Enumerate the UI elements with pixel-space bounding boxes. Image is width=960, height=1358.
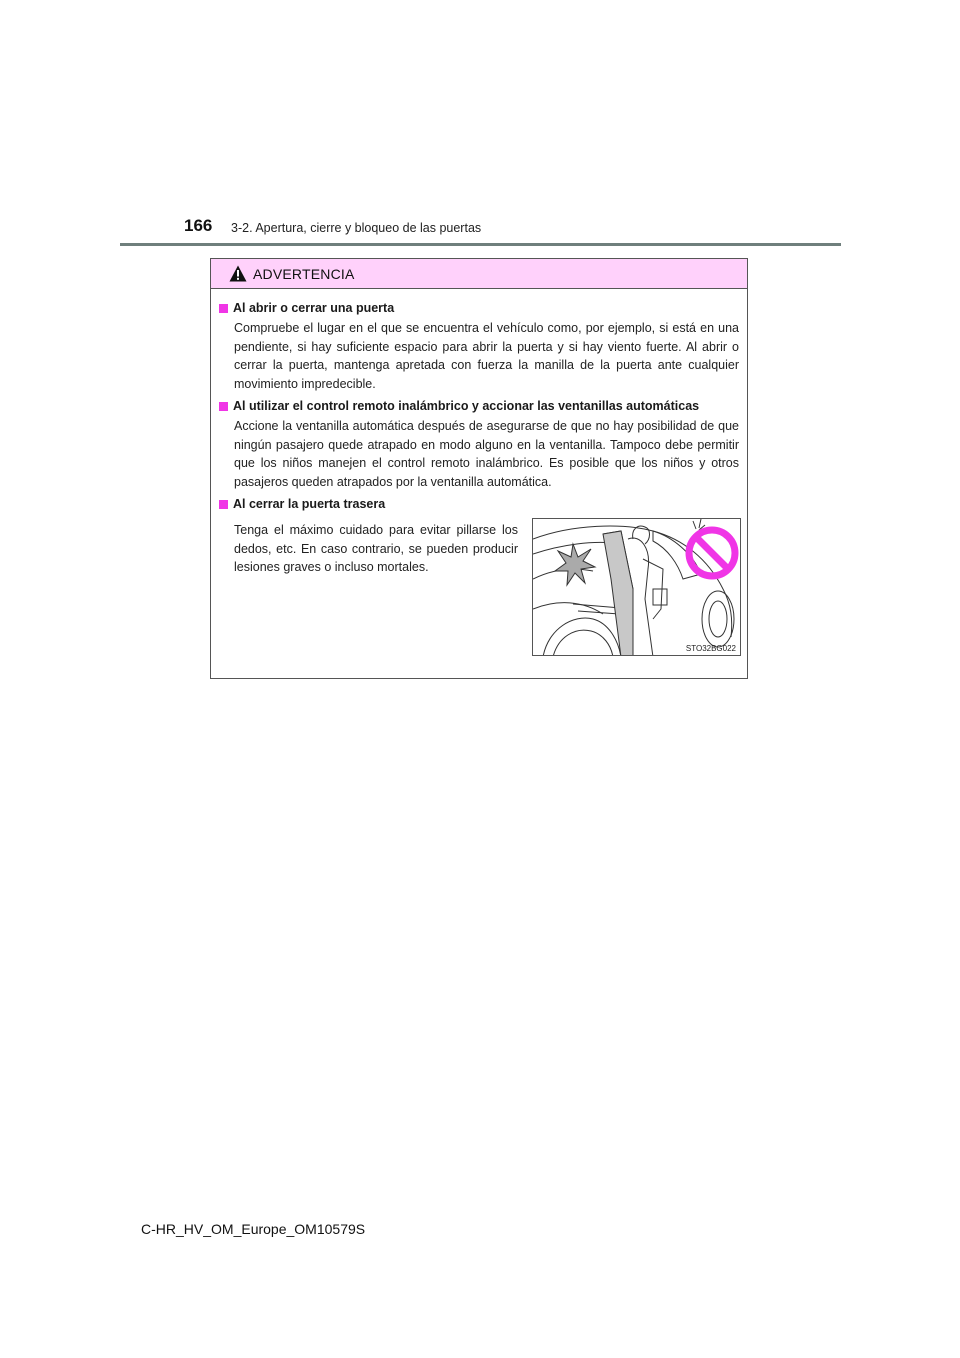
page-number: 166 bbox=[184, 216, 213, 235]
warning-item-title: Al cerrar la puerta trasera bbox=[219, 497, 739, 511]
car-door-illustration-icon bbox=[533, 519, 741, 656]
warning-item-text: Compruebe el lugar en el que se encuentra el vehículo como, por ejemplo, si está en una pendiente, si hay suficiente espacio para abrir la puerta y si hay viento fuerte. Al abrir o cerrar la puerta, mantenga apretada con fuerza la manilla de la puerta ante cualquier movimiento impredecible. bbox=[234, 321, 739, 391]
warning-item-title: Al abrir o cerrar una puerta bbox=[219, 301, 739, 315]
warning-item-text: Tenga el máximo cuidado para evitar pillarse los dedos, etc. En caso contrario, se pueden producir lesiones graves o incluso mortales. bbox=[234, 523, 518, 574]
warning-triangle-icon bbox=[229, 265, 247, 282]
bullet-square-icon bbox=[219, 500, 228, 509]
warning-box bbox=[210, 258, 748, 679]
warning-item-title: Al utilizar el control remoto inalámbrico y accionar las ventanillas automáticas bbox=[219, 399, 739, 413]
illustration-code: STO32BG022 bbox=[685, 644, 736, 653]
bullet-square-icon bbox=[219, 304, 228, 313]
illustration-rear-door bbox=[532, 518, 741, 656]
bullet-square-icon bbox=[219, 402, 228, 411]
rear-door-section bbox=[219, 511, 739, 661]
warning-body bbox=[211, 289, 747, 661]
warning-item-text: Accione la ventanilla automática después de asegurarse de que no hay posibilidad de que ningún pasajero quede atrapado en modo alguno en la ventanilla. Tampoco debe permitir que los niños manejen el control remoto inalámbrico. Es posible que los niños y otros pasajeros queden atrapados por la ventanilla automática. bbox=[234, 419, 739, 489]
section-title: 3-2. Apertura, cierre y bloqueo de las puertas bbox=[231, 221, 482, 235]
header-divider bbox=[120, 243, 841, 246]
footer-doc-id: C-HR_HV_OM_Europe_OM10579S bbox=[141, 1221, 366, 1237]
warning-header bbox=[211, 259, 747, 289]
warning-title: ADVERTENCIA bbox=[253, 265, 355, 282]
